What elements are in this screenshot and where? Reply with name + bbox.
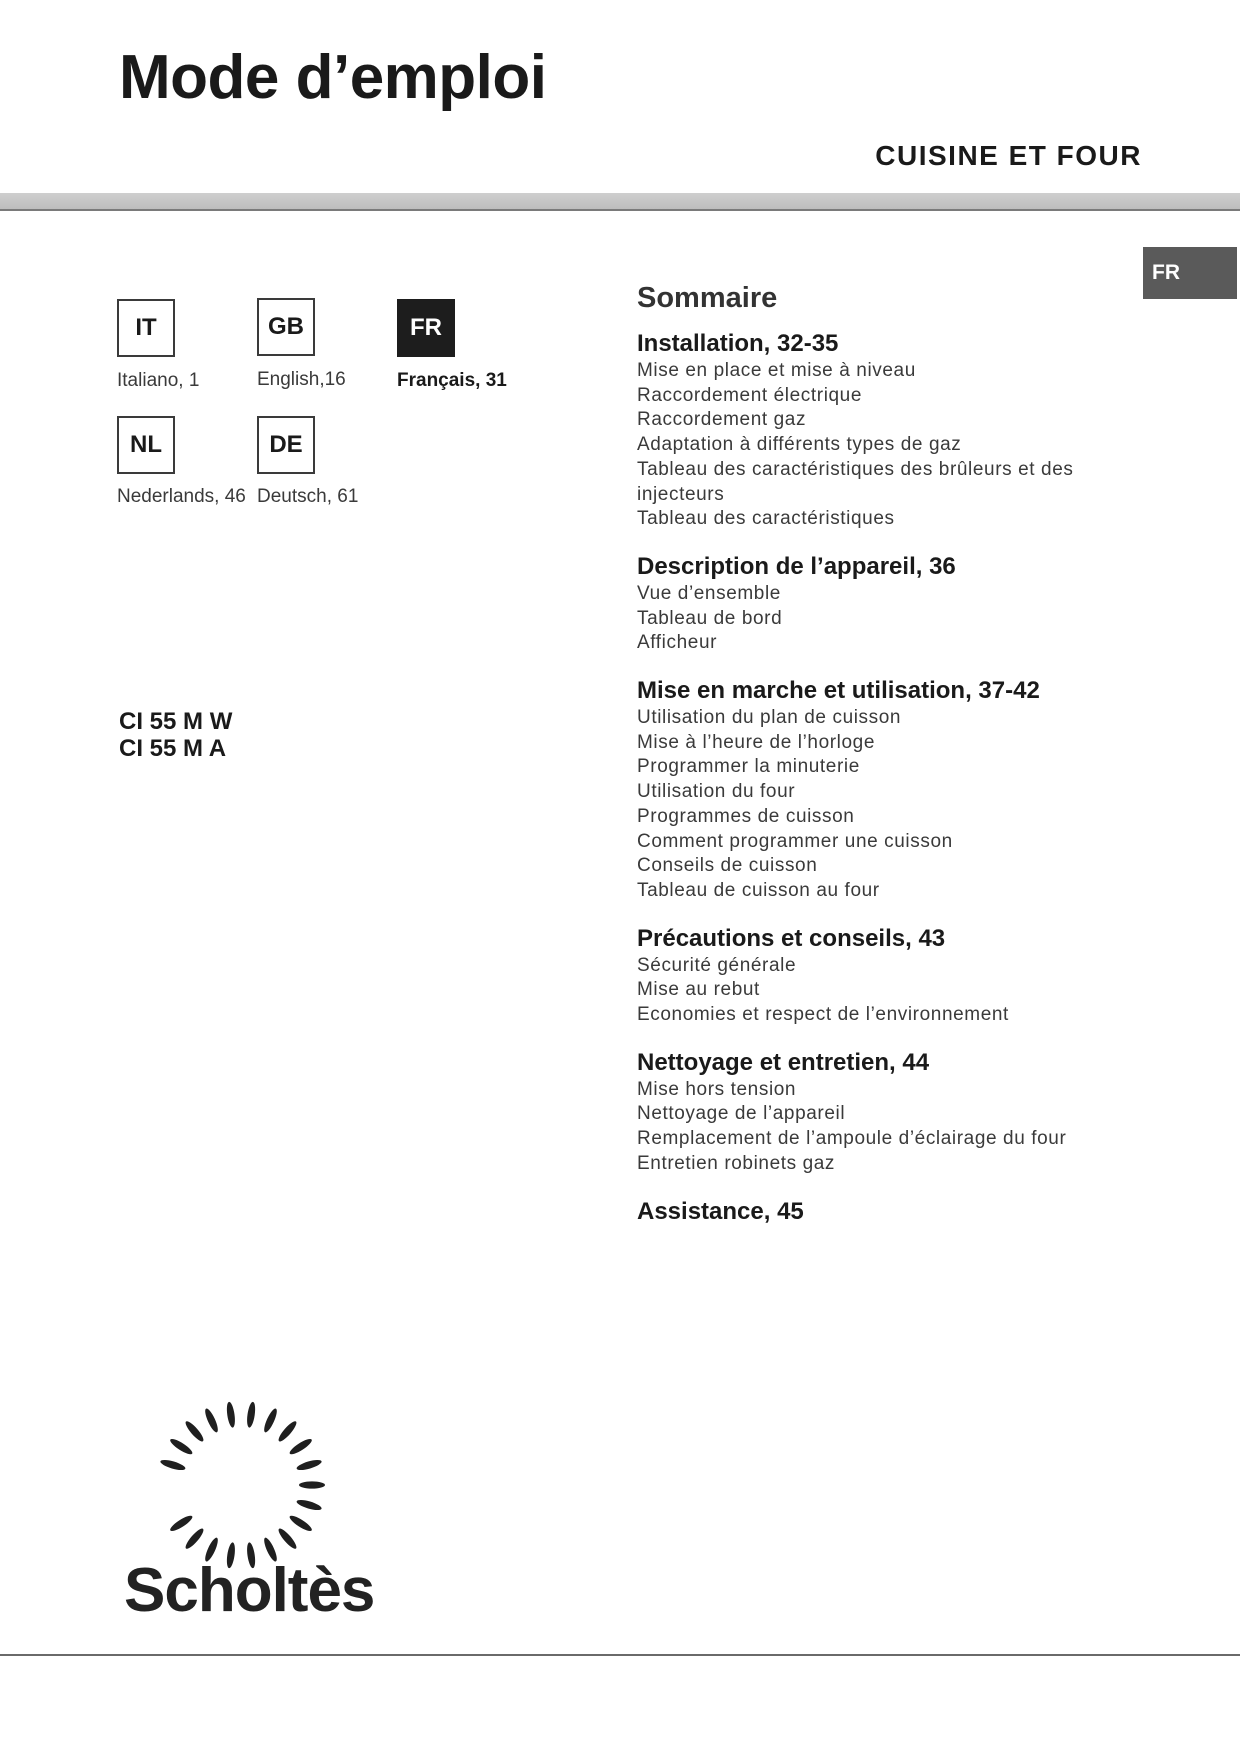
- sunburst-ray: [183, 1526, 205, 1550]
- toc-item[interactable]: Mise en place et mise à niveau: [637, 360, 916, 381]
- lang-box-de[interactable]: DE: [257, 416, 315, 474]
- toc-section: [637, 924, 1137, 1028]
- sunburst-ray: [299, 1481, 325, 1488]
- toc-item[interactable]: Vue d’ensemble: [637, 582, 781, 604]
- lang-box-it[interactable]: IT: [117, 299, 175, 357]
- lang-label-nl: Nederlands, 46: [117, 486, 246, 507]
- toc-section-title[interactable]: Assistance, 45: [637, 1197, 804, 1225]
- toc-item[interactable]: Raccordement gaz: [637, 409, 807, 431]
- toc-section-title[interactable]: Description de l’appareil, 36: [637, 552, 956, 580]
- toc-item[interactable]: Utilisation du plan de cuisson: [637, 707, 902, 729]
- sunburst-ray: [288, 1513, 314, 1533]
- lang-box-nl[interactable]: NL: [117, 416, 175, 474]
- header-divider-band: [0, 193, 1240, 211]
- toc-item[interactable]: Tableau des caractéristiques des brûleurs et des injecteurs: [637, 458, 1074, 505]
- toc-heading: Sommaire: [637, 282, 778, 314]
- toc-section-title[interactable]: Installation, 32-35: [637, 330, 839, 357]
- toc-item[interactable]: Tableau de bord: [637, 607, 783, 629]
- table-of-contents: [637, 282, 1137, 1247]
- language-tab: FR: [1143, 247, 1237, 299]
- footer-divider: [0, 1654, 1240, 1656]
- sunburst-ray: [276, 1419, 298, 1443]
- toc-item[interactable]: Conseils de cuisson: [637, 855, 818, 877]
- toc-section: [637, 552, 1137, 656]
- sunburst-ray: [246, 1401, 257, 1428]
- toc-item[interactable]: Raccordement électrique: [637, 384, 863, 406]
- toc-section: [637, 329, 1137, 532]
- sunburst-ray: [296, 1458, 323, 1472]
- toc-item[interactable]: Entretien robinets gaz: [637, 1152, 836, 1174]
- toc-item[interactable]: Sécurité générale: [637, 954, 797, 976]
- model-number: CI 55 M W: [119, 708, 233, 735]
- toc-item[interactable]: Programmer la minuterie: [637, 756, 860, 778]
- toc-item[interactable]: Afficheur: [637, 632, 718, 654]
- lang-label-it: Italiano, 1: [117, 370, 200, 391]
- sunburst-ray: [296, 1498, 323, 1512]
- sunburst-ray: [262, 1407, 279, 1434]
- toc-section: [637, 1048, 1137, 1177]
- sunburst-ray: [288, 1437, 314, 1457]
- lang-box-fr[interactable]: FR: [397, 299, 455, 357]
- sunburst-ray: [183, 1419, 205, 1443]
- toc-item[interactable]: Utilisation du four: [637, 781, 796, 803]
- lang-box-gb[interactable]: GB: [257, 298, 315, 356]
- document-subtitle: CUISINE ET FOUR: [875, 140, 1142, 171]
- sunburst-ray: [203, 1407, 220, 1434]
- toc-section: [637, 1197, 1137, 1227]
- toc-section: [637, 676, 1137, 904]
- lang-label-gb: English,16: [257, 369, 346, 390]
- page-title: Mode d’emploi: [119, 43, 547, 112]
- toc-item[interactable]: Mise au rebut: [637, 979, 760, 1001]
- toc-item[interactable]: Nettoyage de l’appareil: [637, 1103, 846, 1125]
- sunburst-ray: [276, 1526, 298, 1550]
- toc-item[interactable]: Remplacement de l’ampoule d’éclairage du four: [637, 1128, 1067, 1150]
- toc-item[interactable]: Adaptation à différents types de gaz: [637, 434, 962, 456]
- model-number: CI 55 M A: [119, 735, 227, 762]
- toc-item[interactable]: Mise à l’heure de l’horloge: [637, 731, 875, 753]
- model-numbers: [119, 708, 232, 762]
- toc-item[interactable]: Tableau de cuisson au four: [637, 879, 880, 901]
- toc-item[interactable]: Comment programmer une cuisson: [637, 830, 953, 852]
- lang-label-fr: Français, 31: [397, 370, 507, 391]
- toc-section-title[interactable]: Précautions et conseils, 43: [637, 924, 946, 952]
- sunburst-ray: [159, 1458, 186, 1472]
- toc-item[interactable]: Programmes de cuisson: [637, 805, 855, 827]
- toc-section-title[interactable]: Nettoyage et entretien, 44: [637, 1048, 930, 1076]
- toc-item[interactable]: Tableau des caractéristiques: [637, 508, 895, 530]
- toc-item[interactable]: Economies et respect de l’environnement: [637, 1004, 1009, 1026]
- toc-item[interactable]: Mise hors tension: [637, 1078, 797, 1100]
- lang-label-de: Deutsch, 61: [257, 486, 359, 507]
- sunburst-ray: [225, 1401, 236, 1428]
- toc-section-title[interactable]: Mise en marche et utilisation, 37-42: [637, 677, 1040, 705]
- sunburst-ray: [168, 1513, 194, 1533]
- sunburst-ray: [168, 1437, 194, 1457]
- brand-wordmark: Scholtès: [124, 1556, 375, 1625]
